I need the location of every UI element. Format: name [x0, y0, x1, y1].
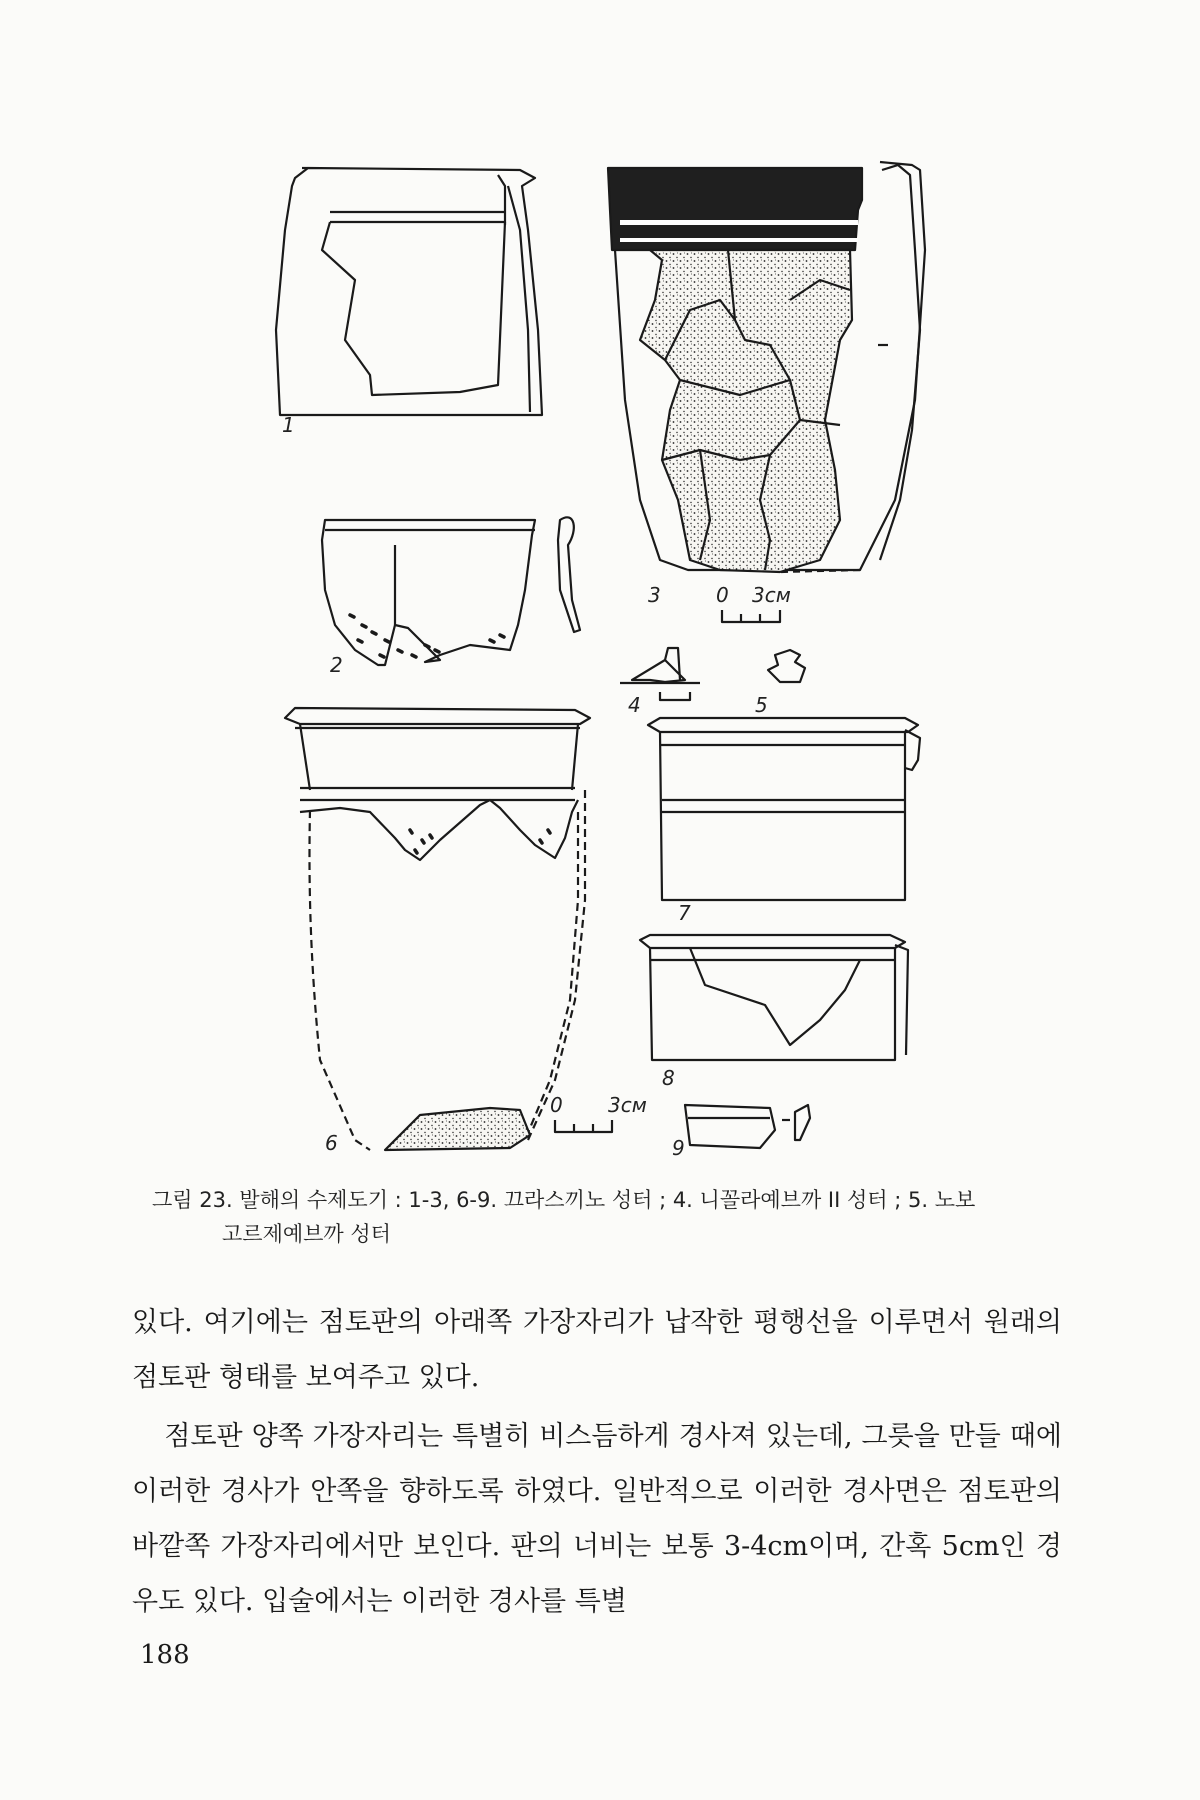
- paragraph-1: 있다. 여기에는 점토판의 아래쪽 가장자리가 납작한 평행선을 이루면서 원래의 점토판 형태를 보여주고 있다.: [132, 1307, 1062, 1393]
- label-item-5: 5: [755, 693, 768, 717]
- label-item-4: 4: [628, 693, 641, 717]
- vessel-7-drawing: [648, 718, 920, 900]
- vessel-1-drawing: [276, 168, 542, 415]
- scale-bottom-zero: 0: [550, 1093, 563, 1117]
- scale-top-zero: 0: [716, 583, 729, 607]
- body-text: [132, 1295, 1062, 1629]
- label-vessel-6: 6: [325, 1131, 338, 1155]
- page-number: 188: [140, 1640, 190, 1670]
- paragraph-2: 점토판 양쪽 가장자리는 특별히 비스듬하게 경사져 있는데, 그릇을 만들 때에 이러한 경사가 안쪽을 향하도록 하였다. 일반적으로 이러한 경사면은 점토판의 바깥쪽 가장자리에서만 보인다. 판의 너비는 보통 3-4cm이며, 간혹 5cm인 경우도 있다. 입술에서는 이러한 경사를 특별: [132, 1421, 1062, 1617]
- vessel-3-drawing: [608, 162, 925, 572]
- label-vessel-8: 8: [662, 1066, 675, 1090]
- vessel-6-drawing: [285, 708, 590, 1150]
- label-item-9: 9: [672, 1136, 685, 1160]
- label-vessel-7: 7: [678, 901, 691, 925]
- figure-caption: [152, 1183, 1072, 1251]
- label-vessel-3: 3: [648, 583, 661, 607]
- vessel-8-drawing: [640, 935, 908, 1060]
- label-vessel-1: 1: [282, 413, 295, 437]
- scale-top-length: 3см: [752, 583, 791, 607]
- vessel-2-drawing: [322, 517, 580, 665]
- scale-bottom-length: 3см: [608, 1093, 647, 1117]
- item-9-drawing: [685, 1105, 810, 1148]
- scale-bar-top: [722, 610, 780, 622]
- caption-line-2: 고르제예브까 성터: [222, 1222, 391, 1246]
- caption-line-1: 그림 23. 발해의 수제도기 : 1-3, 6-9. 끄라스끼노 성터 ; 4. 니꼴라예브까 II 성터 ; 5. 노보: [152, 1188, 976, 1212]
- scale-bar-bottom: [555, 1120, 612, 1132]
- item-5-drawing: [768, 650, 805, 682]
- label-vessel-2: 2: [330, 653, 343, 677]
